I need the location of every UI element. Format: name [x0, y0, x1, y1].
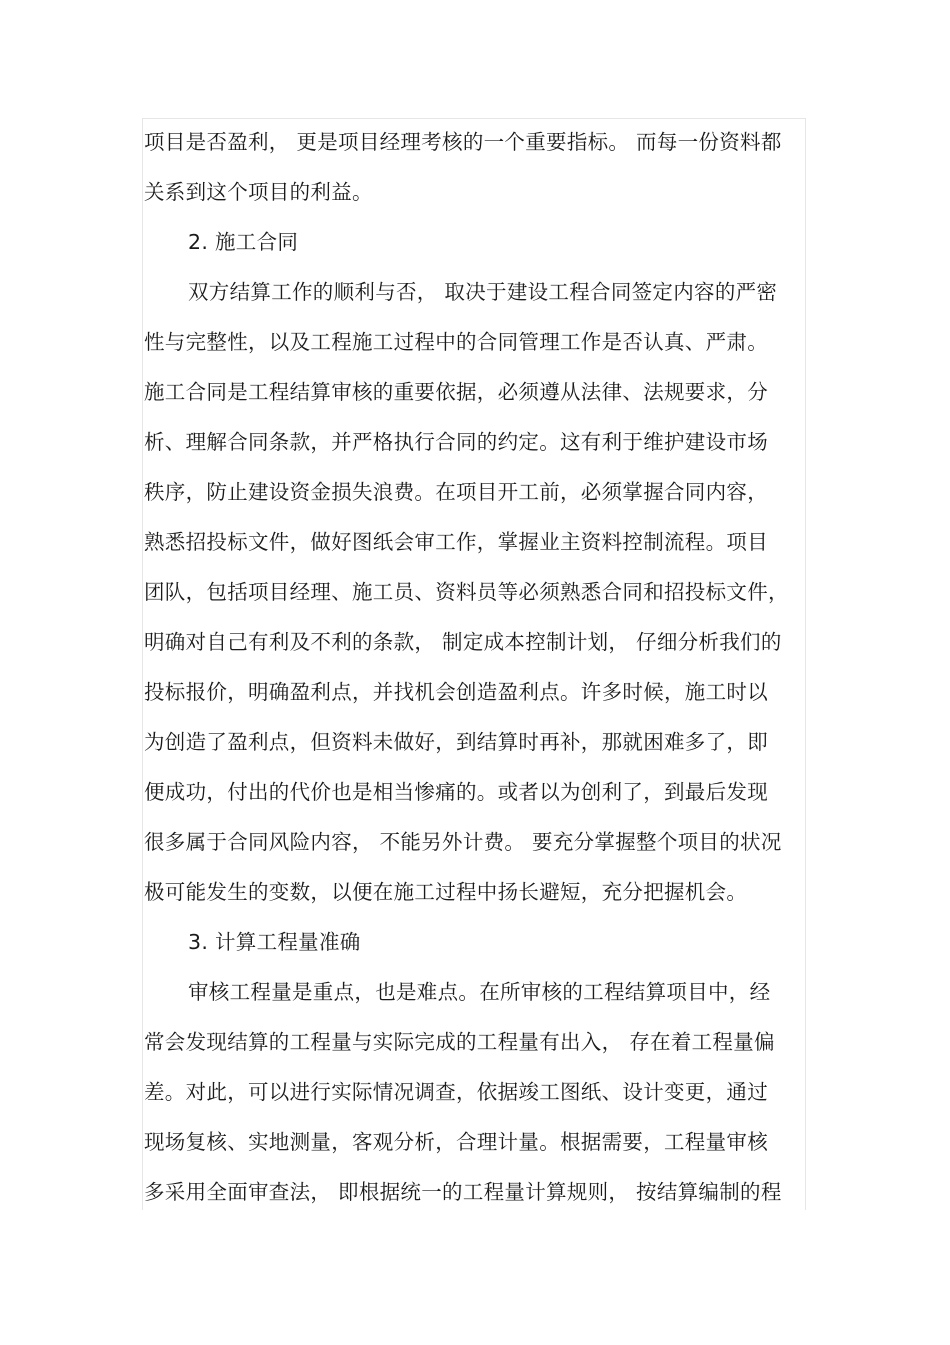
text-line: 多采用全面审查法， 即根据统一的工程量计算规则， 按结算编制的程	[144, 1180, 782, 1204]
text-line: 差。对此，可以进行实际情况调查，依据竣工图纸、设计变更，通过	[144, 1080, 768, 1104]
section-heading: 3. 计算工程量准确	[188, 930, 361, 954]
text-line: 关系到这个项目的利益。	[144, 180, 373, 204]
text-line: 团队，包括项目经理、施工员、资料员等必须熟悉合同和招投标文件，	[144, 580, 789, 604]
text-line: 明确对自己有利及不利的条款， 制定成本控制计划， 仔细分析我们的	[144, 630, 782, 654]
text-line: 析、理解合同条款，并严格执行合同的约定。这有利于维护建设市场	[144, 430, 768, 454]
text-line: 熟悉招投标文件，做好图纸会审工作，掌握业主资料控制流程。项目	[144, 530, 768, 554]
paragraph-start: 双方结算工作的顺利与否， 取决于建设工程合同签定内容的严密	[188, 280, 778, 304]
text-line: 秩序，防止建设资金损失浪费。在项目开工前，必须掌握合同内容，	[144, 480, 768, 504]
text-line: 常会发现结算的工程量与实际完成的工程量有出入， 存在着工程量偏	[144, 1030, 775, 1054]
document-body	[144, 122, 804, 1222]
text-line: 现场复核、实地测量，客观分析，合理计量。根据需要，工程量审核	[144, 1130, 768, 1154]
text-line: 为创造了盈利点，但资料未做好，到结算时再补，那就困难多了，即	[144, 730, 768, 754]
paragraph-start: 审核工程量是重点，也是难点。在所审核的工程结算项目中，经	[188, 980, 771, 1004]
text-line: 便成功，付出的代价也是相当惨痛的。或者以为创利了，到最后发现	[144, 780, 768, 804]
text-line: 极可能发生的变数，以便在施工过程中扬长避短，充分把握机会。	[144, 880, 748, 904]
section-heading: 2. 施工合同	[188, 230, 299, 254]
text-line: 项目是否盈利， 更是项目经理考核的一个重要指标。 而每一份资料都	[144, 130, 782, 154]
text-line: 很多属于合同风险内容， 不能另外计费。 要充分掌握整个项目的状况	[144, 830, 782, 854]
text-line: 施工合同是工程结算审核的重要依据，必须遵从法律、法规要求，分	[144, 380, 768, 404]
text-line: 性与完整性，以及工程施工过程中的合同管理工作是否认真、严肃。	[144, 330, 768, 354]
text-line: 投标报价，明确盈利点，并找机会创造盈利点。许多时候，施工时以	[144, 680, 768, 704]
